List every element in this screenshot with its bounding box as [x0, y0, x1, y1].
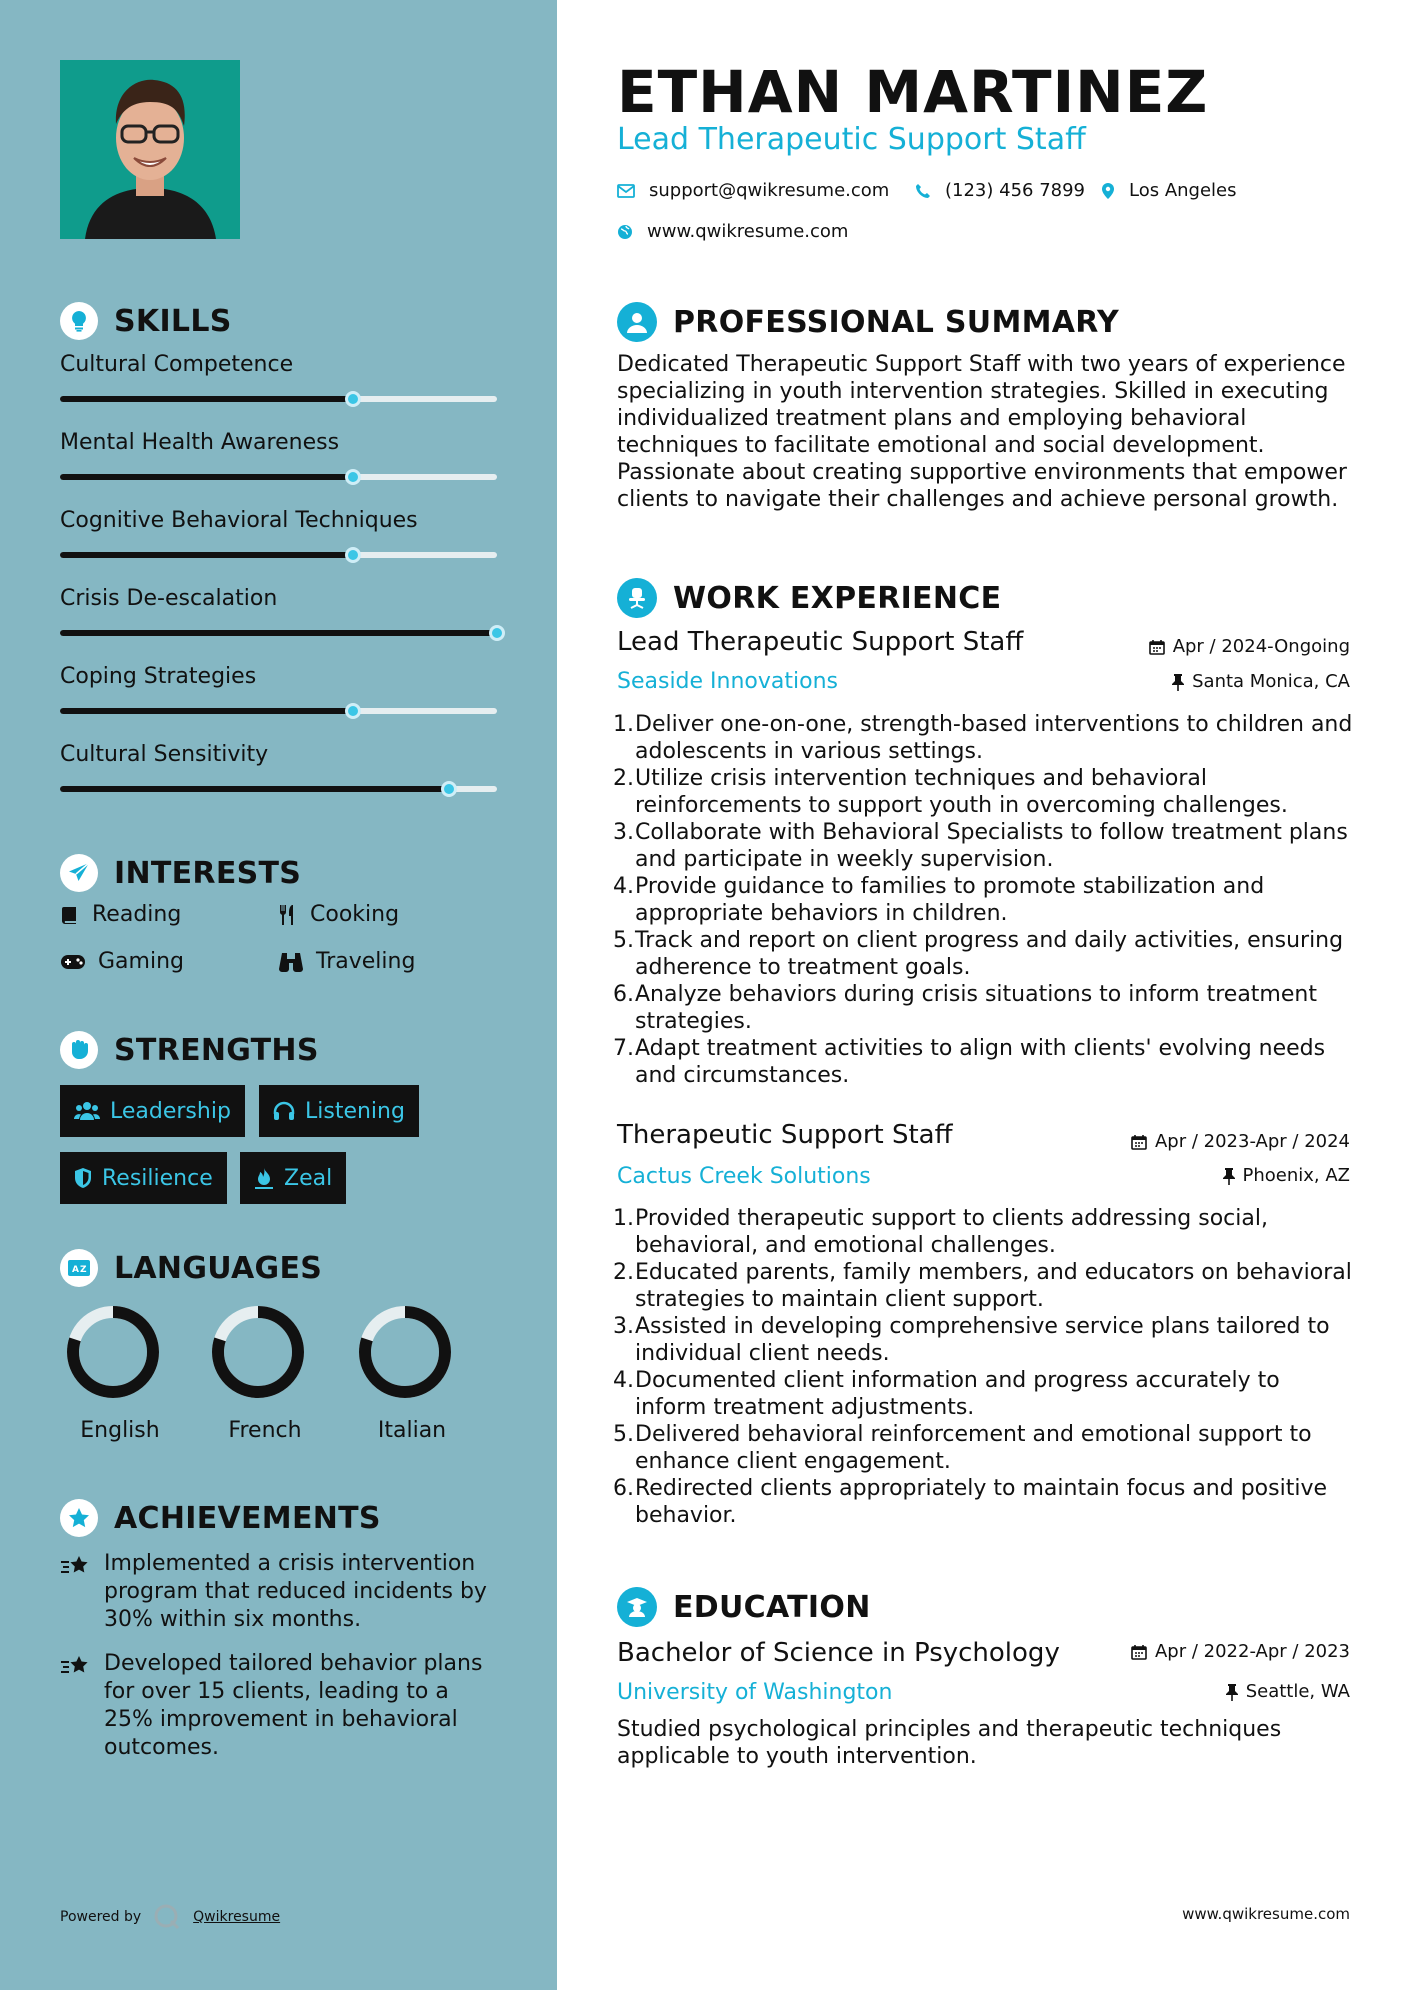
skill-level-knob — [345, 469, 361, 485]
job-responsibilities — [617, 1205, 1357, 1529]
utensils-icon — [278, 904, 298, 926]
candidate-role: Lead Therapeutic Support Staff — [617, 122, 1086, 157]
achievements-section-title — [60, 1499, 381, 1537]
book-icon — [60, 905, 80, 925]
paper-plane-icon — [60, 854, 98, 892]
experience-section-title: WORK EXPERIENCE — [617, 578, 1001, 618]
skill-name: Cognitive Behavioral Techniques — [60, 508, 418, 533]
contact-location: Los Angeles — [1101, 180, 1237, 201]
education-degree: Bachelor of Science in Psychology — [617, 1638, 1060, 1668]
main-content — [557, 0, 1407, 1990]
language-name-french: French — [228, 1418, 302, 1443]
list-item: Provide guidance to families to promote stabilization and appropriate behaviors in children. — [635, 874, 1265, 926]
job-location: Santa Monica, CA — [1172, 671, 1350, 692]
education-description: Studied psychological principles and therapeutic techniques applicable to youth intervention. — [617, 1717, 1282, 1769]
headphones-icon — [273, 1101, 295, 1121]
skill-level-fill — [60, 630, 497, 636]
globe-icon — [617, 224, 633, 240]
skill-level-fill — [60, 786, 449, 792]
skill-level-knob — [345, 547, 361, 563]
interest-gaming: Gaming — [60, 949, 184, 974]
binoculars-icon — [278, 951, 304, 973]
skill-level-bar — [60, 708, 497, 714]
skill-level-bar — [60, 396, 497, 402]
language-ring-italian — [357, 1304, 453, 1404]
list-item: Collaborate with Behavioral Specialists to follow treatment plans and participate in weekly supervision. — [635, 820, 1348, 872]
interests-section-title — [60, 854, 301, 892]
interest-cooking: Cooking — [278, 902, 399, 927]
svg-text:A: A — [72, 1265, 79, 1275]
list-item: Track and report on client progress and daily activities, ensuring adherence to treatment goals. — [635, 928, 1344, 980]
achievements-heading: ACHIEVEMENTS — [114, 1500, 381, 1536]
skill-name: Cultural Sensitivity — [60, 742, 269, 767]
svg-text:Z: Z — [80, 1265, 87, 1275]
graduate-icon — [617, 1587, 657, 1627]
qwikresume-link[interactable]: Qwikresume — [193, 1909, 281, 1925]
job-company: Cactus Creek Solutions — [617, 1164, 871, 1189]
shooting-star-icon — [60, 1554, 92, 1580]
interests-heading: INTERESTS — [114, 855, 302, 891]
shooting-star-icon — [60, 1654, 92, 1680]
footer-url[interactable]: www.qwikresume.com — [1182, 1905, 1350, 1923]
strengths-heading: STRENGTHS — [114, 1032, 319, 1068]
user-icon — [617, 302, 657, 342]
skills-section-title — [60, 302, 232, 340]
map-pin-icon — [1101, 182, 1115, 200]
list-item: Assisted in developing comprehensive service plans tailored to individual client needs. — [635, 1314, 1330, 1366]
education-school: University of Washington — [617, 1680, 893, 1705]
achievement-item: Developed tailored behavior plans for over 15 clients, leading to a 25% improvement in behavioral outcomes. — [60, 1650, 500, 1762]
pushpin-icon — [1172, 673, 1184, 691]
language-ring-english — [65, 1304, 161, 1404]
contact-phone[interactable]: (123) 456 7899 — [915, 180, 1085, 201]
strength-tag-leadership: Leadership — [60, 1085, 245, 1137]
summary-text: Dedicated Therapeutic Support Staff with two years of experience specializing in youth intervention strategies. Skilled in executing individualized treatment plans and employing behavioral techniques to facilitate emotional and social development. Passionate about creating supportive environments that empower clients to navigate their challenges and achieve personal growth. — [617, 352, 1347, 512]
list-item: Educated parents, family members, and educators on behavioral strategies to maintain client support. — [635, 1260, 1352, 1312]
summary-section-title: PROFESSIONAL SUMMARY — [617, 302, 1119, 342]
list-item: Analyze behaviors during crisis situations to inform treatment strategies. — [635, 982, 1317, 1034]
language-name-italian: Italian — [377, 1418, 447, 1443]
education-section-title: EDUCATION — [617, 1587, 871, 1627]
envelope-icon — [617, 184, 635, 198]
contact-website[interactable]: www.qwikresume.com — [617, 221, 848, 242]
job-dates: Apr / 2023-Apr / 2024 — [1131, 1131, 1350, 1152]
pushpin-icon — [1226, 1683, 1238, 1701]
skill-name: Cultural Competence — [60, 352, 294, 377]
interest-reading: Reading — [60, 902, 181, 927]
fist-icon — [60, 1031, 98, 1069]
profile-photo — [60, 60, 240, 239]
language-name-english: English — [80, 1418, 160, 1443]
job-title: Lead Therapeutic Support Staff — [617, 627, 1024, 657]
users-icon — [74, 1101, 100, 1121]
skill-level-knob — [345, 391, 361, 407]
skill-level-fill — [60, 708, 353, 714]
sidebar — [0, 0, 557, 1990]
pushpin-icon — [1223, 1167, 1235, 1185]
language-icon — [60, 1249, 98, 1287]
contact-email[interactable]: support@qwikresume.com — [617, 180, 889, 201]
phone-icon — [915, 183, 931, 199]
lightbulb-icon — [60, 302, 98, 340]
fire-icon — [254, 1167, 274, 1189]
list-item: Documented client information and progress accurately to inform treatment adjustments. — [635, 1368, 1280, 1420]
achievement-item: Implemented a crisis intervention program that reduced incidents by 30% within six months. — [60, 1550, 500, 1634]
strength-tag-listening: Listening — [259, 1085, 419, 1137]
list-item: Redirected clients appropriately to maintain focus and positive behavior. — [635, 1476, 1328, 1528]
list-item: Delivered behavioral reinforcement and emotional support to enhance client engagement. — [635, 1422, 1312, 1474]
gamepad-icon — [60, 953, 86, 971]
languages-section-title — [60, 1249, 322, 1287]
languages-heading: LANGUAGES — [114, 1250, 323, 1286]
qwikresume-logo-icon — [153, 1903, 181, 1931]
strengths-section-title — [60, 1031, 319, 1069]
skill-level-fill — [60, 474, 353, 480]
job-title: Therapeutic Support Staff — [617, 1120, 953, 1150]
powered-by: Powered by Qwikresume — [60, 1903, 280, 1931]
list-item: Adapt treatment activities to align with clients' evolving needs and circumstances. — [635, 1036, 1326, 1088]
education-location: Seattle, WA — [1226, 1681, 1350, 1702]
list-item: Deliver one-on-one, strength-based interventions to children and adolescents in various settings. — [635, 712, 1353, 764]
skill-name: Mental Health Awareness — [60, 430, 340, 455]
shield-icon — [74, 1167, 92, 1189]
skill-level-bar — [60, 630, 497, 636]
star-badge-icon — [60, 1499, 98, 1537]
job-location: Phoenix, AZ — [1223, 1165, 1351, 1186]
strength-tag-resilience: Resilience — [60, 1152, 227, 1204]
job-dates: Apr / 2024-Ongoing — [1149, 636, 1350, 657]
skill-name: Coping Strategies — [60, 664, 257, 689]
list-item: Provided therapeutic support to clients addressing social, behavioral, and emotional challenges. — [635, 1206, 1268, 1258]
calendar-icon — [1149, 639, 1165, 655]
skill-level-fill — [60, 552, 353, 558]
job-company: Seaside Innovations — [617, 669, 838, 694]
office-chair-icon — [617, 578, 657, 618]
education-dates: Apr / 2022-Apr / 2023 — [1131, 1641, 1350, 1662]
interest-traveling: Traveling — [278, 949, 415, 974]
skill-level-bar — [60, 474, 497, 480]
skill-level-knob — [489, 625, 505, 641]
skill-level-bar — [60, 786, 497, 792]
skill-level-knob — [441, 781, 457, 797]
strength-tag-zeal: Zeal — [240, 1152, 346, 1204]
job-responsibilities — [617, 711, 1357, 1089]
skills-heading: SKILLS — [114, 303, 232, 339]
list-item: Utilize crisis intervention techniques and behavioral reinforcements to support youth in overcoming challenges. — [635, 766, 1288, 818]
skill-level-fill — [60, 396, 353, 402]
skill-level-bar — [60, 552, 497, 558]
candidate-name: ETHAN MARTINEZ — [617, 58, 1209, 126]
language-ring-french — [210, 1304, 306, 1404]
calendar-icon — [1131, 1644, 1147, 1660]
skill-level-knob — [345, 703, 361, 719]
calendar-icon — [1131, 1134, 1147, 1150]
skill-name: Crisis De-escalation — [60, 586, 278, 611]
